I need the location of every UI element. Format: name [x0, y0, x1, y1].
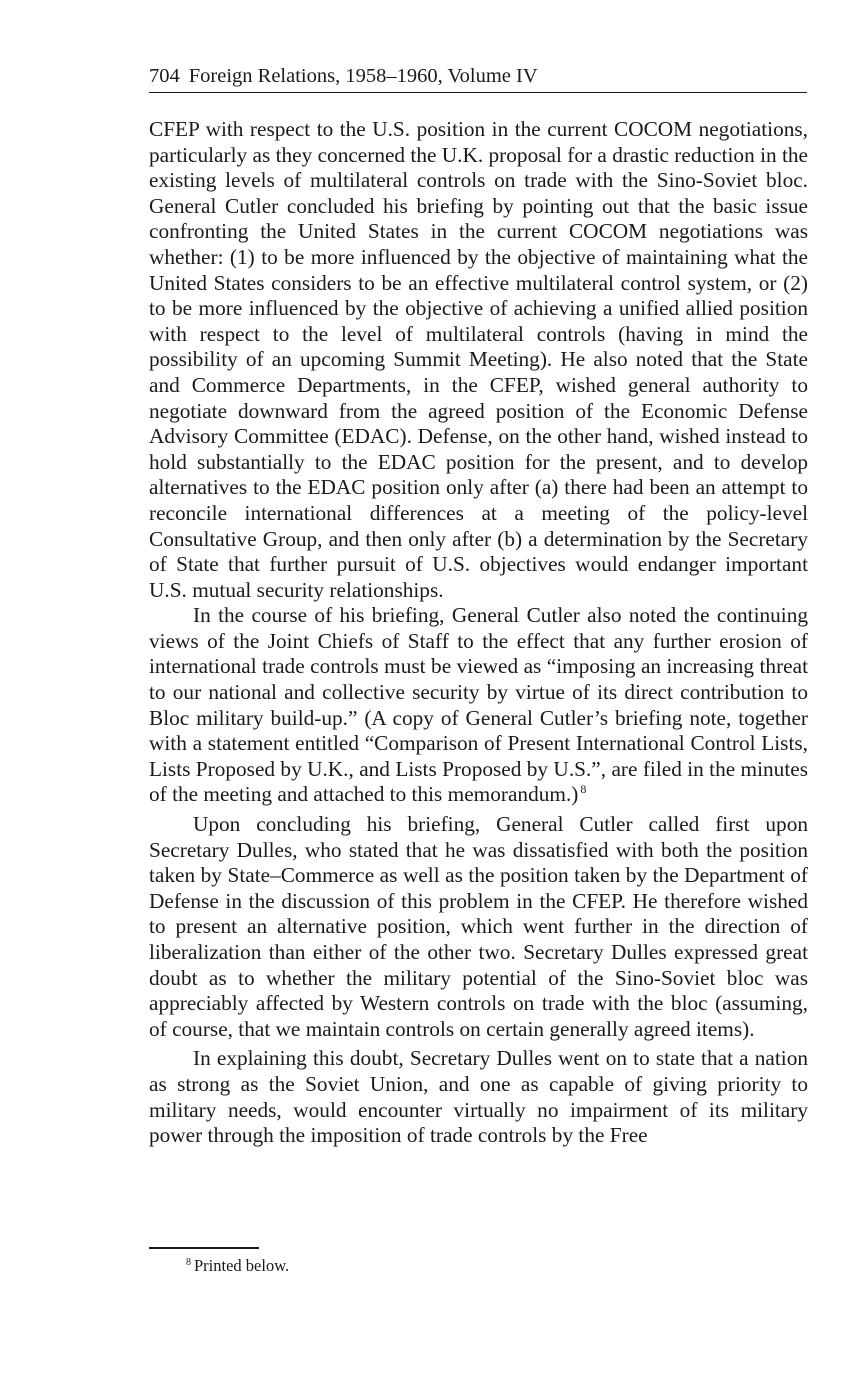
running-title: Foreign Relations, 1958–1960, Volume IV [188, 65, 538, 87]
footnote-marker: 8 [186, 1257, 191, 1268]
paragraph [149, 603, 808, 808]
paragraph: In explaining this doubt, Secretary Dulles went on to state that a nation as strong as the Soviet Union, and one as capable of giving priority to military needs, would encounter virtually no impairment of its military power through the imposition of trade controls by the Free [149, 1046, 808, 1148]
footnote-divider [149, 1247, 259, 1249]
main-text [149, 117, 808, 1149]
paragraph-text: In the course of his briefing, General Cutler also noted the continuing views of the Joint Chiefs of Staff to the effect that any further erosion of international trade controls must be viewed as “imposing an increasing threat to our national and collective security by virtue of its direct contribution to Bloc military build-up.” (A copy of General Cutler’s briefing note, together with a statement entitled “Comparison of Present International Control Lists, Lists Proposed by U.K., and Lists Proposed by U.S.”, are filed in the minutes of the meeting and attached to this memorandum.) [149, 603, 808, 807]
page-number: 704 [149, 65, 180, 87]
footnote-reference: 8 [580, 782, 587, 797]
running-header [149, 62, 807, 93]
footnote-text: Printed below. [194, 1256, 290, 1275]
paragraph: Upon concluding his briefing, General Cutler called first upon Secretary Dulles, who stated that he was dissatisfied with both the position taken by State–Commerce as well as the position taken by the Department of Defense in the discussion of this problem in the CFEP. He therefore wished to present an alternative position, which went further in the direction of liberalization than either of the other two. Secretary Dulles expressed great doubt as to whether the military potential of the Sino-Soviet bloc was appreciably affected by Western controls on trade with the bloc (assuming, of course, that we maintain controls on certain generally agreed items). [149, 812, 808, 1041]
paragraph: CFEP with respect to the U.S. position in the current COCOM negotiations, particularly as they concerned the U.K. proposal for a drastic reduction in the existing levels of multilateral controls on trade with the Sino-Soviet bloc. General Cutler concluded his briefing by pointing out that the basic issue confronting the United States in the current COCOM negotiations was whether: (1) to be more influenced by the objective of maintaining what the United States considers to be an effective multilateral control system, or (2) to be more influenced by the objective of achieving a unified allied position with respect to the level of multilateral controls (having in mind the possibility of an upcoming Summit Meeting). He also noted that the State and Commerce Departments, in the CFEP, wished general authority to negotiate downward from the agreed position of the Economic Defense Advisory Committee (EDAC). Defense, on the other hand, wished instead to hold substantially to the EDAC position for the present, and to develop alternatives to the EDAC position only after (a) there had been an attempt to reconcile international differences at a meeting of the policy-level Consultative Group, and then only after (b) a determination by the Secretary of State that further pursuit of U.S. objectives would endanger important U.S. mutual security relationships. [149, 117, 808, 602]
footnote [186, 1255, 289, 1277]
